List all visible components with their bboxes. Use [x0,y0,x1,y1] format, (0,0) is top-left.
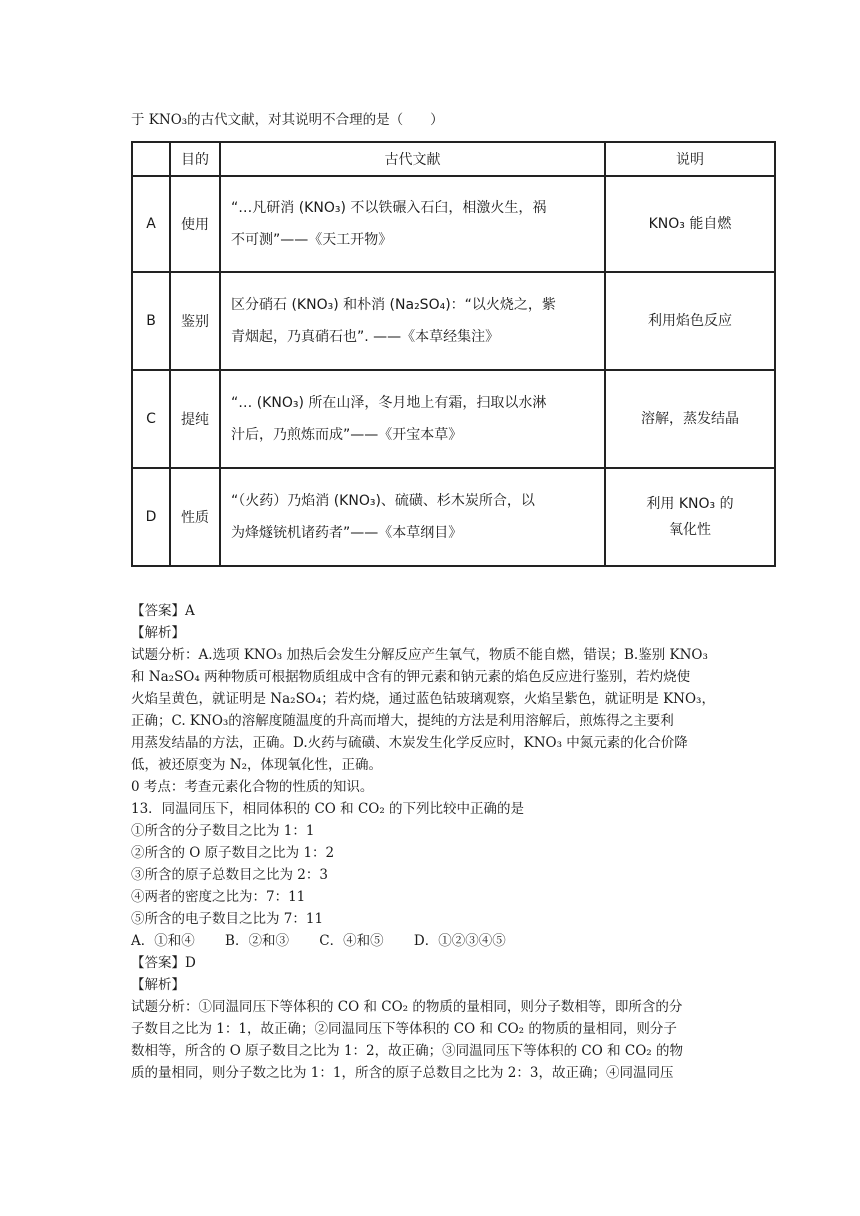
literature-line: “…凡研消 (KNO₃) 不以铁碾入石臼，相激火生，祸 [231,200,547,216]
analysis-line: 试题分析：A.选项 KNO₃ 加热后会发生分解反应产生氧气，物质不能自燃，错误；B.鉴别 KNO₃ [131,647,708,663]
statement-item: ③所含的原子总数目之比为 2：3 [131,867,328,883]
ancient-literature-table [131,141,776,567]
statement-item: ⑤所含的电子数目之比为 7：11 [131,911,324,927]
table-row [132,468,775,566]
option-c: C．④和⑤ [319,933,384,949]
explanation-line: 利用焰色反应 [648,313,732,329]
table-row [132,272,775,370]
literature-line: 为烽燧铳机诸药者”——《本草纲目》 [231,525,463,541]
option-a: A．①和④ [131,933,195,949]
header-purpose: 目的 [170,142,220,176]
literature-line: 汁后，乃煎炼而成”——《开宝本草》 [231,427,463,443]
statement-item: ②所含的 O 原子数目之比为 1：2 [131,845,335,861]
literature-line: 青烟起，乃真硝石也”. ——《本草经集注》 [231,329,500,345]
analysis-line: 低，被还原变为 N₂，体现氧化性，正确。 [131,757,383,773]
explanation-line: 氧化性 [669,522,711,538]
explanation-line: 溶解，蒸发结晶 [641,411,739,427]
row-literature [220,272,605,370]
row-purpose: 鉴别 [170,272,220,370]
row-purpose: 性质 [170,468,220,566]
header-explanation: 说明 [605,142,775,176]
analysis-line: 和 Na₂SO₄ 两种物质可根据物质组成中含有的钾元素和钠元素的焰色反应进行鉴别，若灼烧使 [131,669,691,685]
analysis-line: 用蒸发结晶的方法，正确。D.火药与硫磺、木炭发生化学反应时，KNO₃ 中氮元素的化合价降 [131,735,688,751]
row-literature [220,468,605,566]
table-row [132,176,775,272]
literature-line: 不可测”——《天工开物》 [231,232,393,248]
question-12-intro: 于 KNO₃的古代文献，对其说明不合理的是（ ） [131,112,444,128]
statement-item: ①所含的分子数目之比为 1：1 [131,823,315,839]
analysis-heading: 【解析】 [131,977,185,993]
row-key: A [132,176,170,272]
row-key: D [132,468,170,566]
analysis-line: 火焰呈黄色，就证明是 Na₂SO₄；若灼烧，通过蓝色钴玻璃观察，火焰呈紫色，就证明是 KNO₃， [131,691,715,707]
explanation-line: 利用 KNO₃ 的 [646,496,734,512]
row-purpose: 使用 [170,176,220,272]
answer-options [131,930,736,952]
header-literature: 古代文献 [220,142,605,176]
question-12-solution [131,600,736,1084]
question-13-stem: 13．同温同压下，相同体积的 CO 和 CO₂ 的下列比较中正确的是 [131,801,525,817]
analysis-line: 正确；C. KNO₃的溶解度随温度的升高而增大，提纯的方法是利用溶解后，煎炼得之主要利 [131,713,674,729]
option-d: D．①②③④⑤ [413,933,506,949]
answer-label: 【答案】A [131,603,195,619]
statement-item: ④两者的密度之比为：7：11 [131,889,306,905]
row-key: C [132,370,170,468]
row-explanation [605,272,775,370]
literature-line: “… (KNO₃) 所在山泽，冬月地上有霜，扫取以水淋 [231,395,547,411]
literature-line: “（火药）乃焰消 (KNO₃)、硫磺、杉木炭所合，以 [231,493,535,509]
row-explanation [605,176,775,272]
explanation-line: KNO₃ 能自燃 [648,216,732,232]
row-key: B [132,272,170,370]
row-literature [220,370,605,468]
row-explanation [605,468,775,566]
knowledge-point: 0 考点：考查元素化合物的性质的知识。 [131,779,374,795]
option-b: B．②和③ [225,933,289,949]
table-header-row [132,142,775,176]
table-row [132,370,775,468]
analysis-line: 质的量相同，则分子数之比为 1：1，所含的原子总数目之比为 2：3，故正确；④同温同压 [131,1065,674,1081]
analysis-line: 子数目之比为 1：1，故正确；②同温同压下等体积的 CO 和 CO₂ 的物质的量相同，则分子 [131,1021,677,1037]
row-purpose: 提纯 [170,370,220,468]
analysis-line: 数相等，所含的 O 原子数目之比为 1：2，故正确；③同温同压下等体积的 CO 和 CO₂ 的物 [131,1043,683,1059]
row-explanation [605,370,775,468]
row-literature [220,176,605,272]
analysis-line: 试题分析：①同温同压下等体积的 CO 和 CO₂ 的物质的量相同，则分子数相等，即所含的分 [131,999,683,1015]
answer-label: 【答案】D [131,955,196,971]
header-key [132,142,170,176]
analysis-heading: 【解析】 [131,625,185,641]
literature-line: 区分硝石 (KNO₃) 和朴消 (Na₂SO₄)：“以火烧之，紫 [231,297,556,313]
